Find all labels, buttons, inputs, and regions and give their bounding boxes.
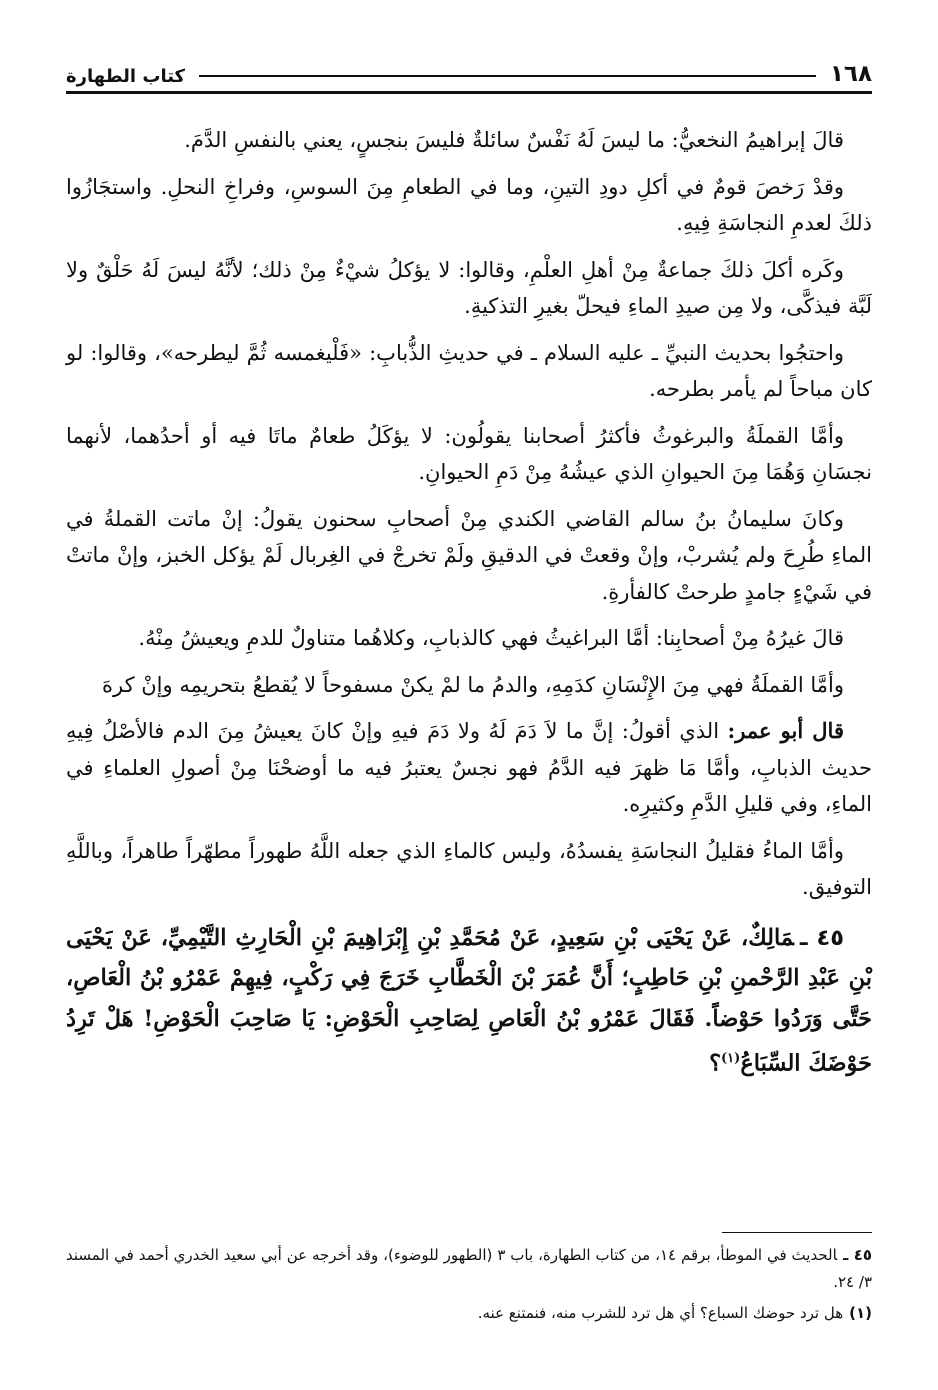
footnote-label: ٤٥ ـ bbox=[843, 1246, 872, 1264]
paragraph bbox=[66, 713, 872, 823]
paragraph-text: قالَ إبراهيمُ النخعيُّ: ما ليسَ لَهُ نَفْسٌ سائلةٌ فليسَ بنجسٍ، يعني بالنفسِ الدَّمَ. bbox=[184, 128, 844, 152]
paragraph-text: وأمَّا القملَةُ والبرغوثُ فأكثرُ أصحابنا يقولُون: لا يؤكَلُ طعامٌ ماتَا فيه أو أحدُهما، لأنهما نجسَانِ وَهُمَا مِنَ الحيوانِ الذي عيشُهُ مِنْ دَمِ الحيوانِ. bbox=[66, 423, 872, 484]
hadith-body: مَالِكٌ، عَنْ يَحْيَى بْنِ سَعِيدٍ، عَنْ مُحَمَّدِ بْنِ إِبْرَاهِيمَ بْنِ الْحَارِثِ التَّيْمِيِّ، عَنْ يَحْيَى بْنِ عَبْدِ الرَّحْمنِ بْنِ حَاطِبٍ؛ أَنَّ عُمَرَ بْنَ الْخَطَّابِ خَرَجَ فِي رَكْبٍ، فِيهِمْ عَمْرُو بْنُ الْعَاصِ، حَتَّى وَرَدُوا حَوْضاً. فَقَالَ عَمْرُو بْنُ الْعَاصِ لِصَاحِبِ الْحَوْضِ: يَا صَاحِبَ الْحَوْضِ! هَلْ تَرِدُ حَوْضَكَ السِّبَاعُ bbox=[66, 924, 872, 1077]
header-rule bbox=[199, 75, 816, 77]
paragraph-text: وقدْ رَخصَ قومٌ في أكلِ دودِ التينِ، وما في الطعامِ مِنَ السوسِ، وفراخِ النحلِ. واستجَازُوا ذلكَ لعدمِ النجاسَةِ فِيهِ. bbox=[66, 174, 872, 235]
paragraph-text: وأمَّا الماءُ فقليلُ النجاسَةِ يفسدُهُ، وليس كالماءِ الذي جعله اللَّهُ طهوراً مطهّراً طاهراً، وباللَّهِ التوفيق. bbox=[66, 838, 872, 899]
paragraph bbox=[66, 620, 872, 657]
hadith-number: ٤٥ ـ bbox=[799, 924, 844, 951]
footnotes bbox=[66, 1242, 872, 1331]
running-header bbox=[66, 50, 872, 94]
paragraph bbox=[66, 169, 872, 242]
footnote-reference: (١) bbox=[721, 1051, 741, 1066]
hadith-text bbox=[66, 918, 872, 1085]
paragraph bbox=[66, 501, 872, 611]
book-title: كتاب الطهارة bbox=[66, 66, 186, 87]
paragraph-text: وكانَ سليمانُ بنُ سالم القاضي الكندي مِنْ أصحابِ سحنون يقولُ: إنْ ماتت القملةُ في الماءِ طُرِحَ ولم يُشربْ، وإنْ وقعتْ في الدقيقِ ولَمْ تخرجْ في الغِربال لَمْ يؤكل الخبز، وإنْ ماتتْ في شَيْءٍ جامدٍ طرحتْ كالفأرةِ. bbox=[66, 506, 872, 604]
paragraph-text: الذي أقولُ: إنَّ ما لاَ دَمَ لَهُ ولا دَمَ فيهِ وإنْ كانَ يعيشُ مِنَ الدم فالأصْلُ فِيهِ حديث الذبابِ، وأمَّا مَا ظهرَ فيه الدَّمُ فهو نجسٌ يعتبرُ فيه ما أوضحْنَا مِنْ أصولِ العلماءِ في الماءِ، وفي قليلِ الدَّمِ وكثيرِه. bbox=[66, 719, 872, 816]
paragraph bbox=[66, 667, 872, 704]
footnote-text: هل ترد حوضك السباع؟ أي هل ترد للشرب منه، فنمتنع عنه. bbox=[477, 1304, 844, 1322]
book-page bbox=[66, 50, 872, 1322]
paragraph bbox=[66, 335, 872, 408]
paragraph-text: وأمَّا القملَةُ فهي مِنَ الإِنْسَانِ كدَمِهِ، والدمُ ما لمْ يكنْ مسفوحاً لا يُقطعُ بتحريمِه وإنْ كرهَ bbox=[101, 672, 844, 697]
hadith-end-mark: ؟ bbox=[709, 1050, 722, 1077]
paragraph bbox=[66, 252, 872, 325]
paragraph-text: قالَ غيرُهُ مِنْ أصحابِنا: أمَّا البراغيثُ فهي كالذبابِ، وكلاهُما متناولٌ للدمِ ويعيشُ مِنْهُ. bbox=[138, 626, 844, 650]
commentary-body bbox=[66, 122, 872, 1084]
footnote bbox=[66, 1242, 872, 1296]
footnote-text: الحديث في الموطأ، برقم ١٤، من كتاب الطهارة، باب ٣ (الطهور للوضوء)، وقد أخرجه عن أبي سعيد الخدري أحمد في المسند ٣/ ٢٤. bbox=[66, 1246, 872, 1291]
paragraph-text: وكَره أكلَ ذلكَ جماعةٌ مِنْ أهلِ العلْمِ، وقالوا: لا يؤكلُ شيْءٌ مِنْ ذلك؛ لأنَّهُ ليسَ لَهُ حَلْقٌ ولا لَبَّة فيذكَّى، ولا مِن صيدِ الماءِ فيحلّ بغيرِ التذكيةِ. bbox=[66, 257, 872, 318]
footnote bbox=[66, 1300, 872, 1327]
speaker-label: قال أبو عمر: bbox=[727, 718, 844, 743]
paragraph bbox=[66, 833, 872, 906]
page-number: ١٦٨ bbox=[829, 61, 872, 87]
footnote-label: (١) bbox=[849, 1304, 872, 1322]
paragraph bbox=[66, 418, 872, 491]
paragraph-text: واحتجُوا بحديث النبيِّ ـ عليه السلام ـ في حديثِ الذُّبابِ: «فَلْيغمسه ثُمَّ ليطرحه»، وقالوا: لو كان مباحاً لم يأمر بطرحه. bbox=[66, 340, 872, 401]
footnote-separator bbox=[722, 1232, 872, 1233]
paragraph bbox=[66, 122, 872, 159]
